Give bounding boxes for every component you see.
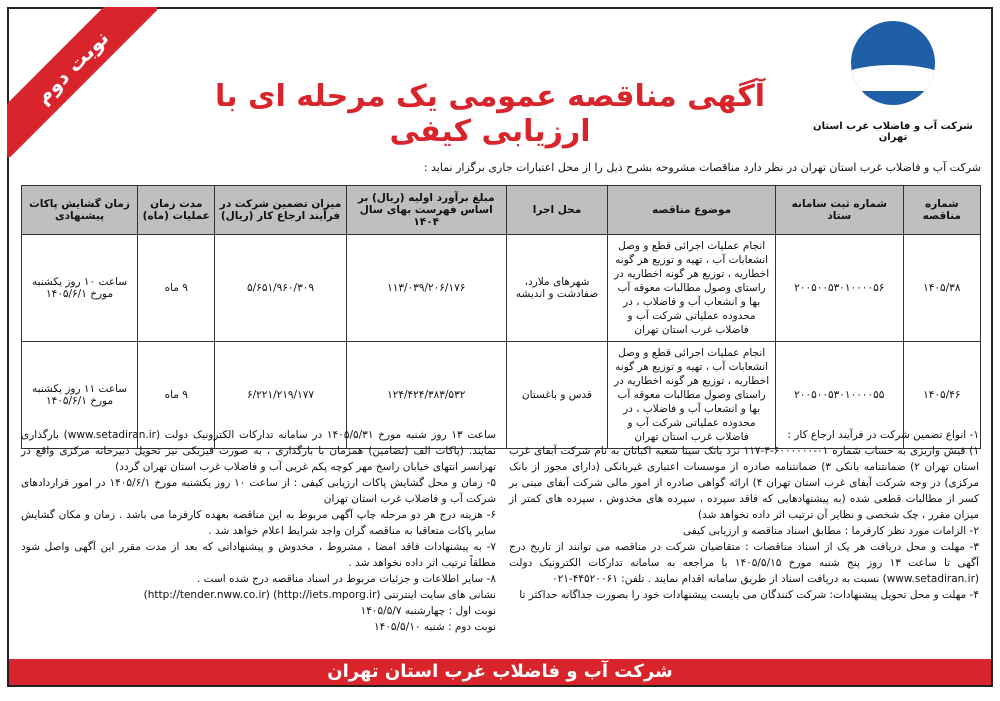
tender-notice — [7, 7, 993, 687]
tender-estimate: ۱۲۴/۴۲۴/۳۸۳/۵۳۲ — [346, 342, 506, 449]
col-estimate: مبلغ برآورد اولیه (ریال) بر اساس فهرست بهای سال ۱۴۰۴ — [346, 186, 506, 235]
col-location: محل اجرا — [506, 186, 607, 235]
setad-number: ۲۰۰۵۰۰۵۳۰۱۰۰۰۰۵۵ — [776, 342, 904, 449]
tender-subject: انجام عملیات اجرائی قطع و وصل انشعابات آب ، تهیه و توزیع هر گونه اخطاریه ، توزیع هر گونه اخطاریه در راستای وصول مطالبات معوقه آب بها و انشعاب آب و فاضلاب ، در محدوده عملیاتی شرکت آب و فاضلاب غرب استان تهران — [608, 342, 776, 449]
setad-number: ۲۰۰۵۰۰۵۳۰۱۰۰۰۰۵۶ — [776, 235, 904, 342]
ribbon-label: نوبت دوم — [7, 7, 157, 157]
note-paragraph: ۷- به پیشنهادات فاقد امضا ، مشروط ، مخدوش و پیشنهاداتی که بعد از مدت مقرر این آگهی واصل شود مطلقاً ترتیب اثر داده نخواهد شد . — [21, 541, 496, 569]
col-setad-number: شماره ثبت سامانه ستاد — [776, 186, 904, 235]
tender-number: ۱۴۰۵/۴۶ — [903, 342, 980, 449]
tender-table — [21, 185, 981, 449]
tender-guarantee: ۶/۲۲۱/۲۱۹/۱۷۷ — [215, 342, 346, 449]
col-opening: زمان گشایش پاکات پیشنهادی — [22, 186, 138, 235]
tender-estimate: ۱۱۳/۰۳۹/۲۰۶/۱۷۶ — [346, 235, 506, 342]
header — [9, 9, 991, 154]
notes-right-column — [509, 427, 979, 603]
note-paragraph: ۴- مهلت و محل تحویل پیشنهادات: شرکت کنندگان می بایست پیشنهادات خود را بصورت جداگانه حداکثر تا — [519, 589, 979, 601]
wave-shape — [851, 65, 935, 91]
notice-title: آگهی مناقصه عمومی یک مرحله ای با ارزیابی کیفی — [215, 79, 765, 149]
tender-location: قدس و باغستان — [506, 342, 607, 449]
col-duration: مدت زمان عملیات (ماه) — [138, 186, 215, 235]
tender-location: شهرهای ملارد، صفادشت و اندیشه — [506, 235, 607, 342]
ribbon — [7, 7, 157, 157]
second-publication-date: نوبت دوم : شنبه ۱۴۰۵/۵/۱۰ — [373, 621, 496, 633]
col-tender-number: شماره مناقصه — [903, 186, 980, 235]
tender-opening: ساعت ۱۱ روز یکشنبه مورخ ۱۴۰۵/۶/۱ — [22, 342, 138, 449]
water-drop-logo-icon — [851, 21, 935, 105]
note-paragraph: ۲- الزامات مورد نظر کارفرما : مطابق اسناد مناقصه و ارزیابی کیفی — [682, 525, 979, 537]
note-paragraph: ۱) فیش واریزی به حساب شماره ۰۱-۶۰۰۰۰۰۰-۴-۱۱۷ نزد بانک سینا شعبه اکباتان به نام شرکت آبفای غرب استان تهران ۲) ضمانتنامه بانکی ۳) ضمانتنامه صادره از موسسات اعتباری غیربانکی (دارای مجوز از بانک مرکزی) در وجه شرکت آبفای غرب استان تهران ۴) ارائه گواهی صادره از امور مالی شرکت آبفای مبنی بر کسر از مطالبات قطعی شده (به پیشنهادهایی که فاقد سپرده ، سپرده های مخدوش ، سپرده های کمتر از میزان مقرر ، چک شخصی و نظایر آن ترتیب اثر داده نخواهد شد) — [509, 445, 979, 521]
footer-company-name: شرکت آب و فاضلاب غرب استان تهران — [9, 659, 991, 685]
tender-number: ۱۴۰۵/۳۸ — [903, 235, 980, 342]
tender-guarantee: ۵/۶۵۱/۹۶۰/۳۰۹ — [215, 235, 346, 342]
tender-duration: ۹ ماه — [138, 342, 215, 449]
first-publication-date: نوبت اول : چهارشنبه ۱۴۰۵/۵/۷ — [360, 605, 496, 617]
logo-caption: شرکت آب و فاضلاب غرب استان تهران — [813, 121, 973, 143]
note-paragraph: ۱- انواع تضمین شرکت در فرآیند ارجاع کار : — [787, 429, 979, 441]
note-paragraph: ۵- زمان و محل گشایش پاکات ارزیابی کیفی : از ساعت ۱۰ روز یکشنبه مورخ ۱۴۰۵/۶/۱ در امور قراردادهای شرکت آب و فاضلاب غرب استان تهران — [21, 477, 497, 505]
website-addresses: نشانی های سایت اینترنتی (http://iets.mporg.ir) (http://tender.nww.co.ir) — [143, 589, 496, 601]
intro-text: شرکت آب و فاضلاب غرب استان تهران در نظر دارد مناقصات مشروحه بشرح ذیل را از محل اعتبارات جاری برگزار نماید : — [423, 161, 981, 174]
tender-duration: ۹ ماه — [138, 235, 215, 342]
note-paragraph: ۸- سایر اطلاعات و جزئیات مربوط در اسناد مناقصه درج شده است . — [196, 573, 496, 585]
col-guarantee: میزان تضمین شرکت در فرآیند ارجاع کار (ریال) — [215, 186, 346, 235]
logo — [813, 21, 973, 143]
table-row — [22, 235, 981, 342]
col-subject: موضوع مناقصه — [608, 186, 776, 235]
note-paragraph: ۳- مهلت و محل دریافت هر یک از اسناد مناقصات : متقاضیان شرکت در مناقصه می توانند از تاریخ درج آگهی تا ساعت ۱۳ روز پنج شنبه مورخ ۱۴۰۵/۵/۱۵ با مراجعه به سامانه تدارکات الکترونیک دولت (www.setadiran.ir) نسبت به دریافت اسناد از طریق سامانه اقدام نمایند . تلفن: ۴۴۵۲۰۰۶۱-۰۲۱ — [509, 541, 979, 585]
notes-left-column — [21, 427, 496, 635]
note-paragraph: ۶- هزینه درج هر دو مرحله چاپ آگهی مربوط به این مناقصه بعهده کارفرما می باشد . زمان و مکان گشایش سایر پاکات متعاقبا به مناقصه گران واجد شرایط اعلام خواهد شد . — [21, 509, 496, 537]
tender-subject: انجام عملیات اجرائی قطع و وصل انشعابات آب ، تهیه و توزیع هر گونه اخطاریه ، توزیع هر گونه اخطاریه در راستای وصول مطالبات معوقه آب بها و انشعاب آب و فاضلاب ، در محدوده عملیاتی شرکت آب و فاضلاب غرب استان تهران — [608, 235, 776, 342]
table-header-row — [22, 186, 981, 235]
note-paragraph: ساعت ۱۳ روز شنبه مورخ ۱۴۰۵/۵/۳۱ در سامانه تدارکات الکترونیک دولت (www.setadiran.ir) بارگذاری نمایند. (پاکات الف (تضامین) همزمان با بارگذاری ، به صورت فیزیکی نیز تحویل دبیرخانه مرکزی واقع در تهرانسر انتهای خیابان راسخ مهر کوچه پکم غربی آب و فاضلاب غرب استان تهران گردد) — [21, 429, 496, 473]
tender-opening: ساعت ۱۰ روز یکشنبه مورخ ۱۴۰۵/۶/۱ — [22, 235, 138, 342]
